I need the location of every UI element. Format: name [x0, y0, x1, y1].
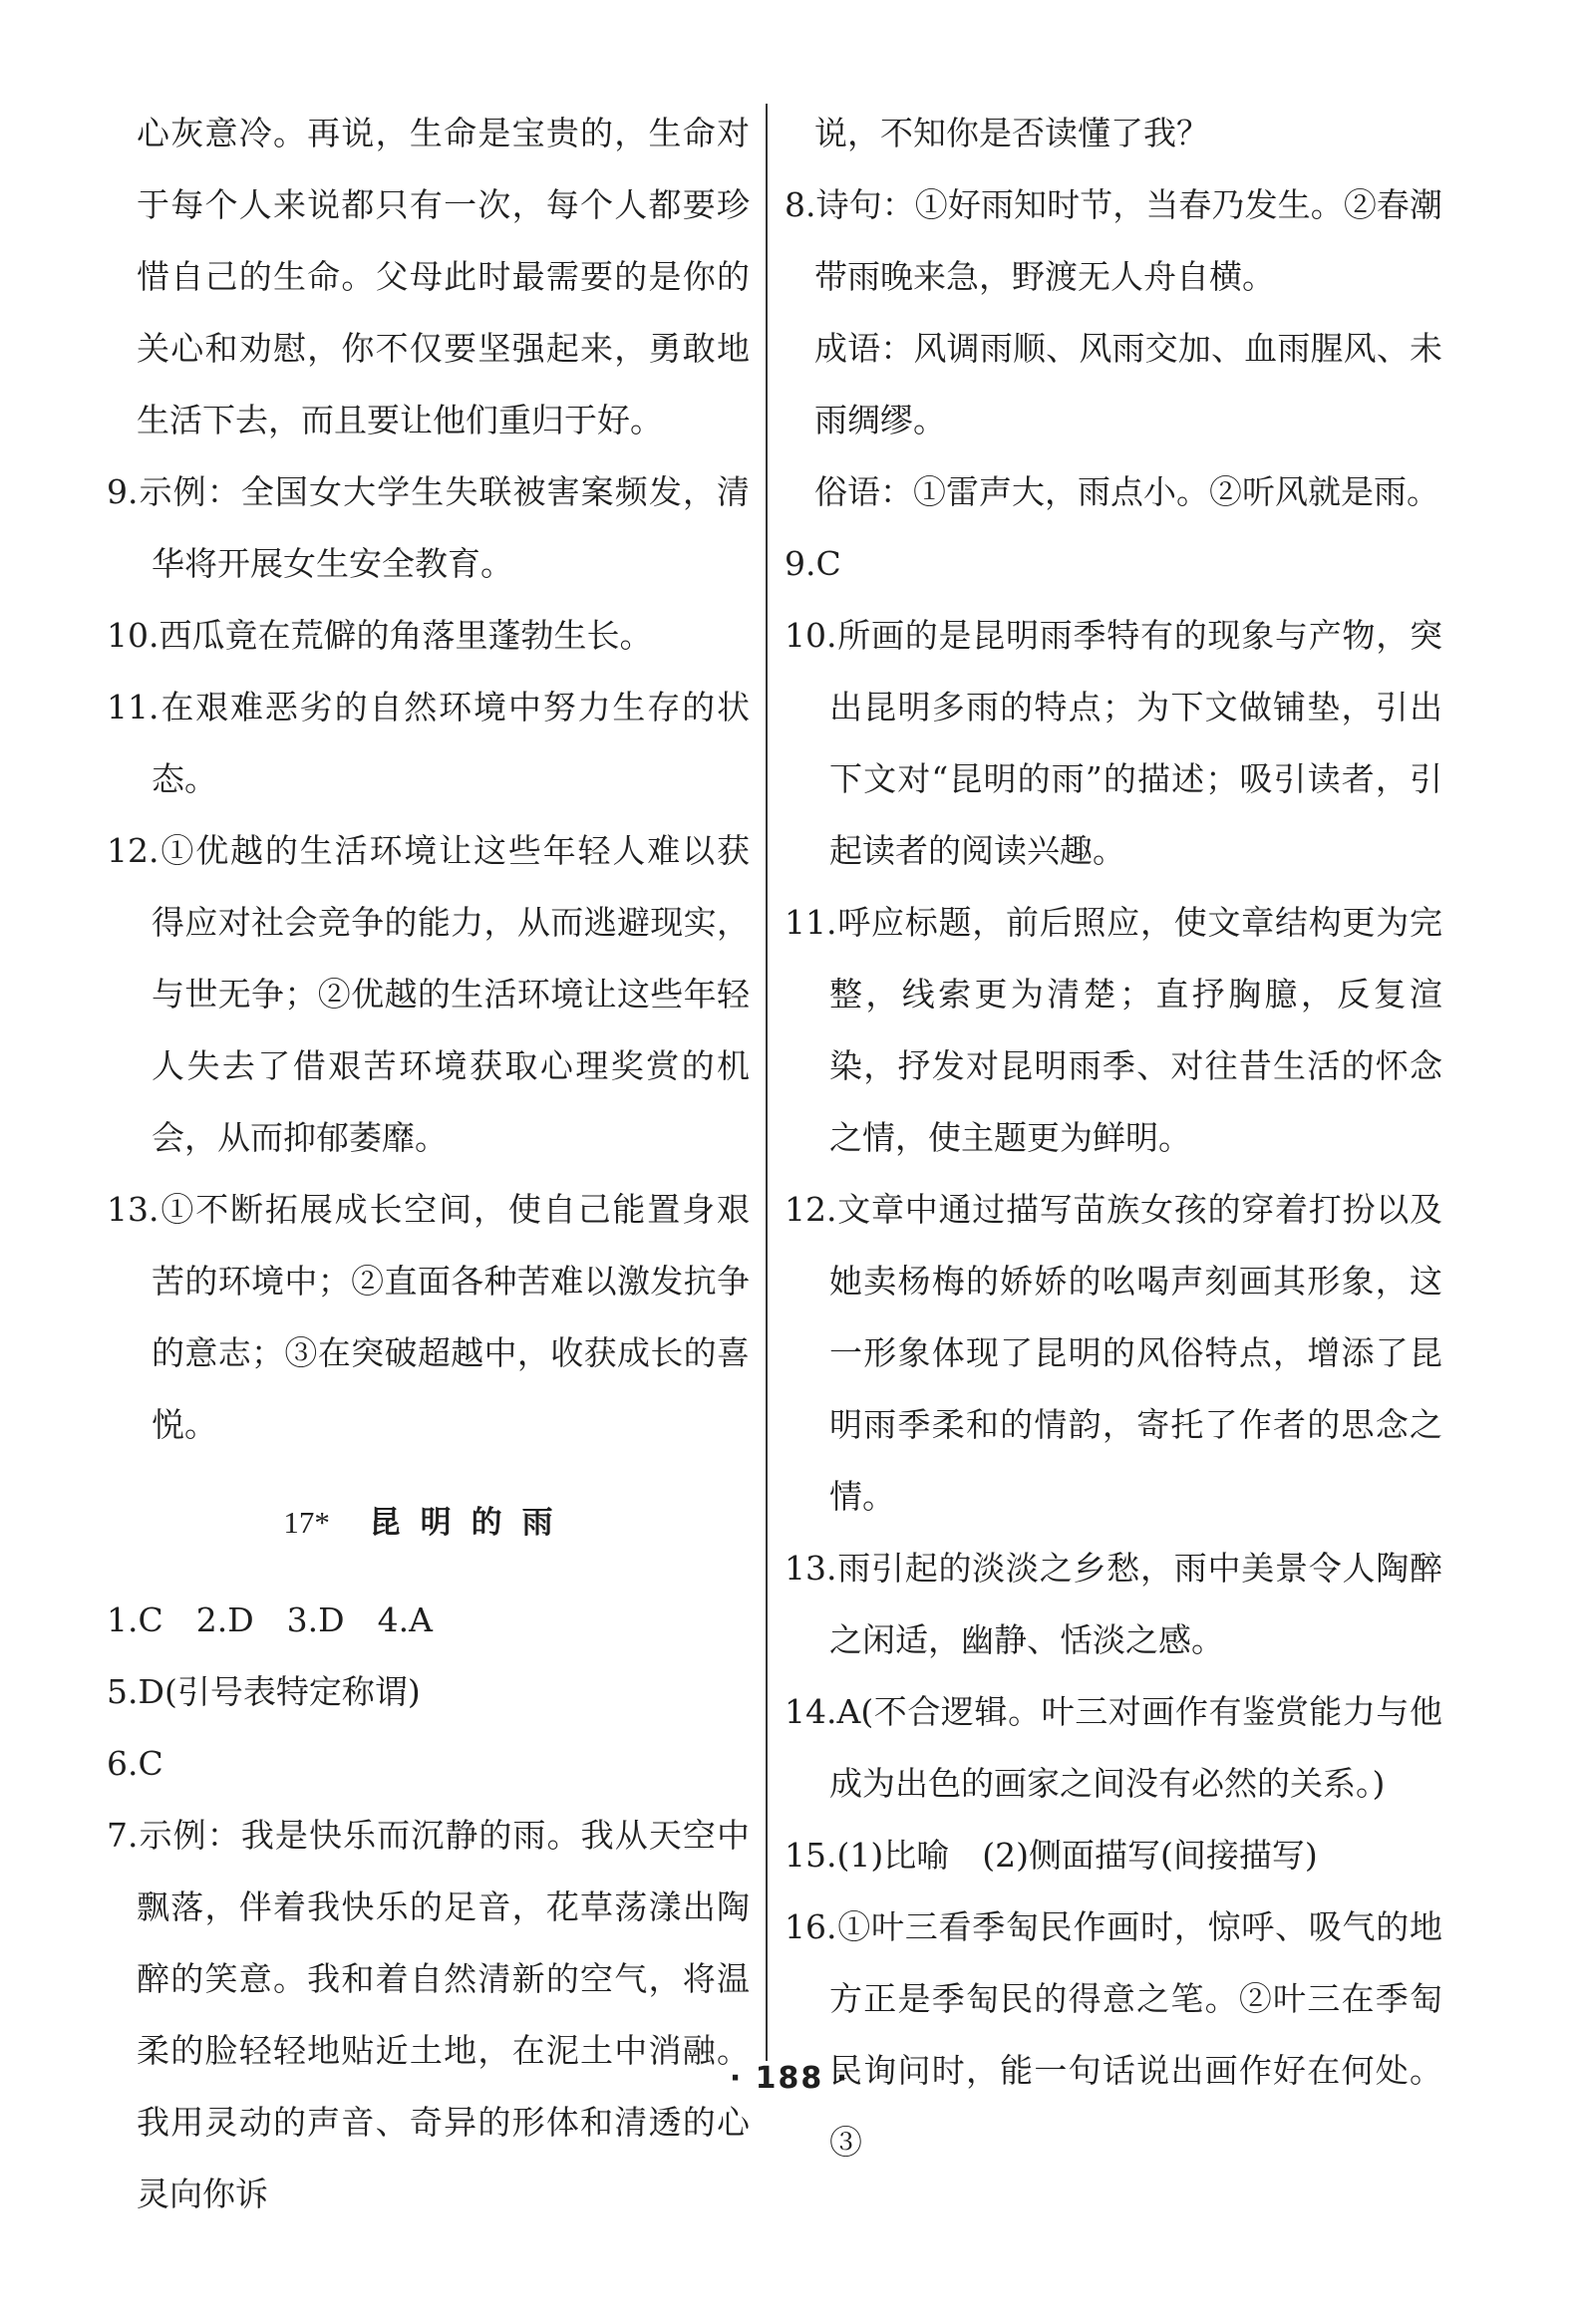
left-column	[107, 98, 750, 2230]
continuation-paragraph: 心灰意冷。再说，生命是宝贵的，生命对于每个人来说都只有一次，每个人都要珍惜自己的生命。父母此时最需要的是你的关心和劝慰，你不仅要坚强起来，勇敢地生活下去，而且要让他们重归于好。	[137, 114, 750, 439]
answer-item: 5.D(引号表特定称谓)	[107, 1672, 421, 1711]
right-column	[785, 98, 1442, 2179]
continuation-paragraph: 说，不知你是否读懂了我？	[814, 114, 1209, 152]
answer-item: 11.在艰难恶劣的自然环境中努力生存的状态。	[107, 688, 750, 798]
column-divider	[766, 104, 768, 2061]
answer-item: 11.呼应标题，前后照应，使文章结构更为完整，线索更为清楚；直抒胸臆，反复渲染，抒发对昆明雨季、对往昔生活的怀念之情，使主题更为鲜明。	[785, 903, 1442, 1157]
answer-item: 10.所画的是昆明雨季特有的现象与产物，突出昆明多雨的特点；为下文做铺垫，引出下文对“昆明的雨”的描述；吸引读者，引起读者的阅读兴趣。	[785, 616, 1442, 870]
section-title: 昆明的雨	[369, 1505, 573, 1541]
answer-item: 13.雨引起的淡淡之乡愁，雨中美景令人陶醉之闲适，幽静、恬淡之感。	[785, 1549, 1442, 1659]
answer-item: 1.C 2.D 3.D 4.A	[107, 1600, 433, 1639]
section-number: 17*	[283, 1505, 330, 1540]
section-heading	[107, 1487, 750, 1559]
answer-item: 6.C	[107, 1744, 163, 1783]
answer-item: 9.示例：全国女大学生失联被害案频发，清华将开展女生安全教育。	[107, 472, 750, 583]
answer-item: 16.①叶三看季匋民作画时，惊呼、吸气的地方正是季匋民的得意之笔。②叶三在季匋民询问时，能一句话说出画作好在何处。③	[785, 1907, 1442, 2162]
answer-item: 15.(1)比喻 (2)侧面描写(间接描写)	[785, 1836, 1318, 1875]
answer-subitem: 成语：风调雨顺、风雨交加、血雨腥风、未雨绸缪。	[814, 329, 1442, 439]
page-number: · 188 ·	[729, 2061, 850, 2096]
answer-item: 14.A(不合逻辑。叶三对画作有鉴赏能力与他成为出色的画家之间没有必然的关系。)	[785, 1692, 1442, 1803]
answer-item: 12.文章中通过描写苗族女孩的穿着打扮以及她卖杨梅的娇娇的吆喝声刻画其形象，这一形象体现了昆明的风俗特点，增添了昆明雨季柔和的情韵，寄托了作者的思念之情。	[785, 1190, 1442, 1516]
answer-item: 12.①优越的生活环境让这些年轻人难以获得应对社会竞争的能力，从而逃避现实，与世无争；②优越的生活环境让这些年轻人失去了借艰苦环境获取心理奖赏的机会，从而抑郁萎靡。	[107, 831, 750, 1157]
answer-subitem: 俗语：①雷声大，雨点小。②听风就是雨。	[814, 472, 1439, 511]
answer-item: 13.①不断拓展成长空间，使自己能置身艰苦的环境中；②直面各种苦难以激发抗争的意志；③在突破超越中，收获成长的喜悦。	[107, 1190, 750, 1444]
answer-item: 7.示例：我是快乐而沉静的雨。我从天空中飘落，伴着我快乐的足音，花草荡漾出陶醉的笑意。我和着自然清新的空气，将温柔的脸轻轻地贴近土地，在泥土中消融。我用灵动的声音、奇异的形体和清透的心灵向你诉	[107, 1816, 750, 2213]
answer-item: 8.诗句：①好雨知时节，当春乃发生。②春潮带雨晚来急，野渡无人舟自横。	[785, 185, 1442, 296]
answer-item: 10.西瓜竟在荒僻的角落里蓬勃生长。	[107, 616, 653, 655]
answer-item: 9.C	[785, 544, 841, 583]
